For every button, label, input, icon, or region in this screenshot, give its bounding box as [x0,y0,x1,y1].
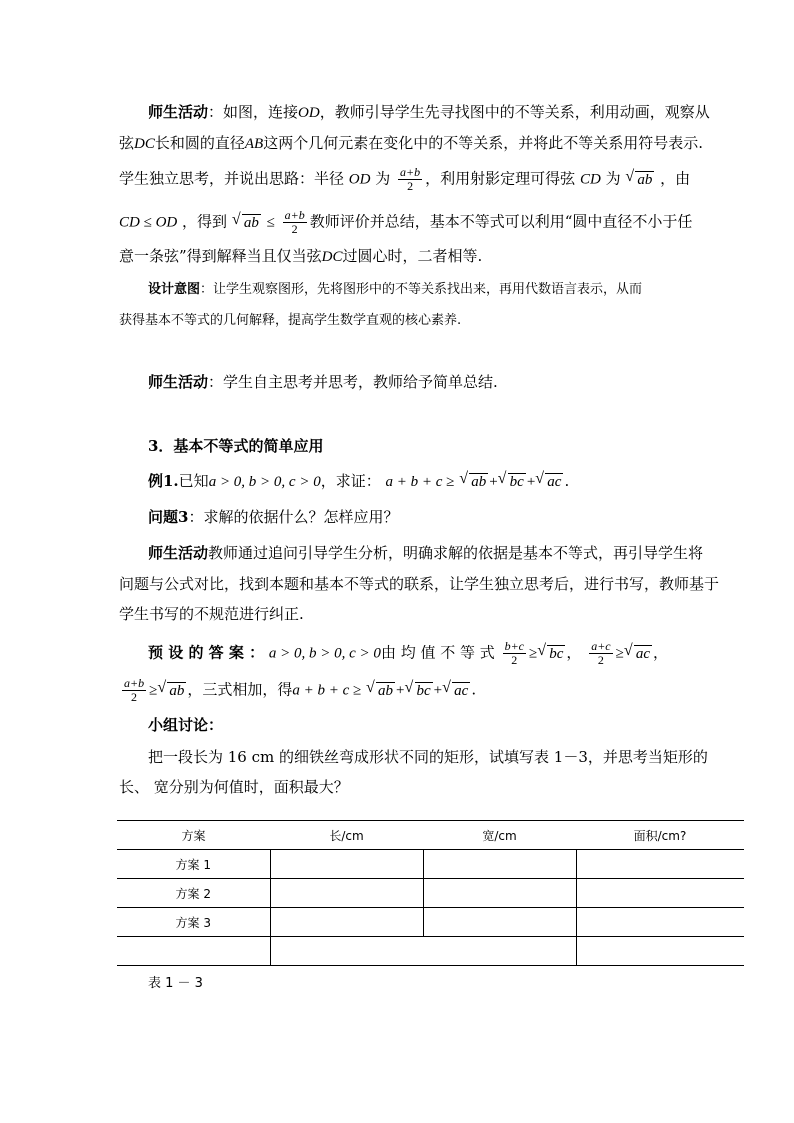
sqrt-ab: √ ab [233,212,261,234]
table-row [117,908,744,937]
para1-line1: 师生活动：如图，连接OD，教师引导学生先寻找图中的不等关系，利用动画，观察从 [148,103,710,121]
design-intent-line2: 获得基本不等式的几何解释，提高学生数学直观的核心素养. [119,313,462,328]
width-cell[interactable] [423,908,576,937]
row-label: 方案 2 [117,879,270,908]
sqrt-ab: √ ab [158,680,186,702]
fraction-a-plus-b-over-2: $\frac{a+b}{2}$ [284,208,305,236]
table-row-empty [117,937,744,966]
area-cell[interactable] [576,937,744,966]
para3-line2: 问题与公式对比，找到本题和基本不等式的联系，让学生独立思考后，进行书写，教师基于 [119,575,720,593]
header-area: 面积/cm? [576,821,744,850]
question-3: 问题3：求解的依据什么？怎样应用？ [148,508,399,526]
header-plan: 方案 [117,821,270,850]
fraction-a-plus-c-over-2: $\frac{a+c}{2}$ [591,639,611,667]
para1-line3: 学生独立思考，并说出思路：半径 OD 为 $\frac{a+b}{2}$ ，利用射影定理可得弦 CD 为 √ ab ，由 [119,166,690,193]
para1-line2: 弦DC长和圆的直径AB这两个几何元素在变化中的不等关系，并将此不等关系用符号表示. [119,134,703,152]
fraction-a-plus-b-over-2: $\frac{a+b}{2}$ [400,165,421,193]
header-width: 宽/cm [423,821,576,850]
width-cell[interactable] [423,879,576,908]
area-cell[interactable] [576,850,744,879]
row-label [117,937,270,966]
sqrt-ab: √ ab [626,169,654,191]
sqrt-bc: √ bc [406,680,433,702]
sqrt-bc: √ bc [499,471,526,493]
row-label: 方案 1 [117,850,270,879]
sqrt-bc: √ bc [538,643,565,665]
length-cell[interactable] [270,879,423,908]
width-cell[interactable] [423,850,576,879]
task-line2: 长、 宽分别为何值时，面积最大？ [119,778,349,796]
fraction-b-plus-c-over-2: $\frac{b+c}{2}$ [504,639,524,667]
row-label: 方案 3 [117,908,270,937]
table-row [117,879,744,908]
para3-line3: 学生书写的不规范进行纠正. [119,605,304,623]
para3-line1: 师生活动教师通过追问引导学生分析，明确求解的依据是基本不等式，再引导学生将 [148,544,704,562]
design-intent-line1: 设计意图：让学生观察图形，先将图形中的不等关系找出来，再用代数语言表示，从而 [148,282,643,297]
section-heading: 3．基本不等式的简单应用 [148,437,324,455]
para2: 师生活动：学生自主思考并思考，教师给予简单总结. [148,373,498,391]
sqrt-ab: √ ab [367,680,395,702]
fraction-a-plus-b-over-2: $\frac{a+b}{2}$ [124,676,145,704]
preset-answer-line2: $\frac{a+b}{2}$ ≥√ ab ，三式相加，得a + b + c ≥ √ ab +√ bc +√ ac . [119,677,476,704]
para1-line4: CD ≤ OD ，得到 √ ab ≤ $\frac{a+b}{2}$ 教师评价并总结，基本不等式可以利用“圆中直径不小于任 [119,209,692,236]
preset-answer-line1: 预 设 的 答 案 ： a > 0, b > 0, c > 0由 均 值 不 等 式 $\frac{b+c}{2}$ ≥√ bc ， $\frac{a+c}{2}$ ≥√ ac ， [148,640,668,667]
table-header-row [117,821,744,850]
area-cell[interactable] [576,879,744,908]
length-cell[interactable] [270,908,423,937]
header-length: 长/cm [270,821,423,850]
task-line1: 把一段长为 16 cm 的细铁丝弯成形状不同的矩形，试填写表 1－3，并思考当矩形的 [148,748,708,766]
sqrt-ac: √ ac [625,643,652,665]
table-row [117,850,744,879]
para1-line5: 意一条弦”得到解释当且仅当弦DC过圆心时，二者相等. [119,247,483,265]
length-cell[interactable] [270,850,423,879]
table-1-3 [117,820,744,966]
sqrt-ac: √ ac [536,471,563,493]
area-cell[interactable] [576,908,744,937]
sqrt-ac: √ ac [443,680,470,702]
table-caption: 表 1 － 3 [148,976,203,991]
group-discussion-label: 小组讨论： [148,716,224,734]
example-1: 例1.已知a > 0, b > 0, c > 0，求证： a + b + c ≥ √ ab +√ bc +√ ac . [148,470,569,493]
merged-cell[interactable] [270,937,576,966]
sqrt-ab: √ ab [460,471,488,493]
